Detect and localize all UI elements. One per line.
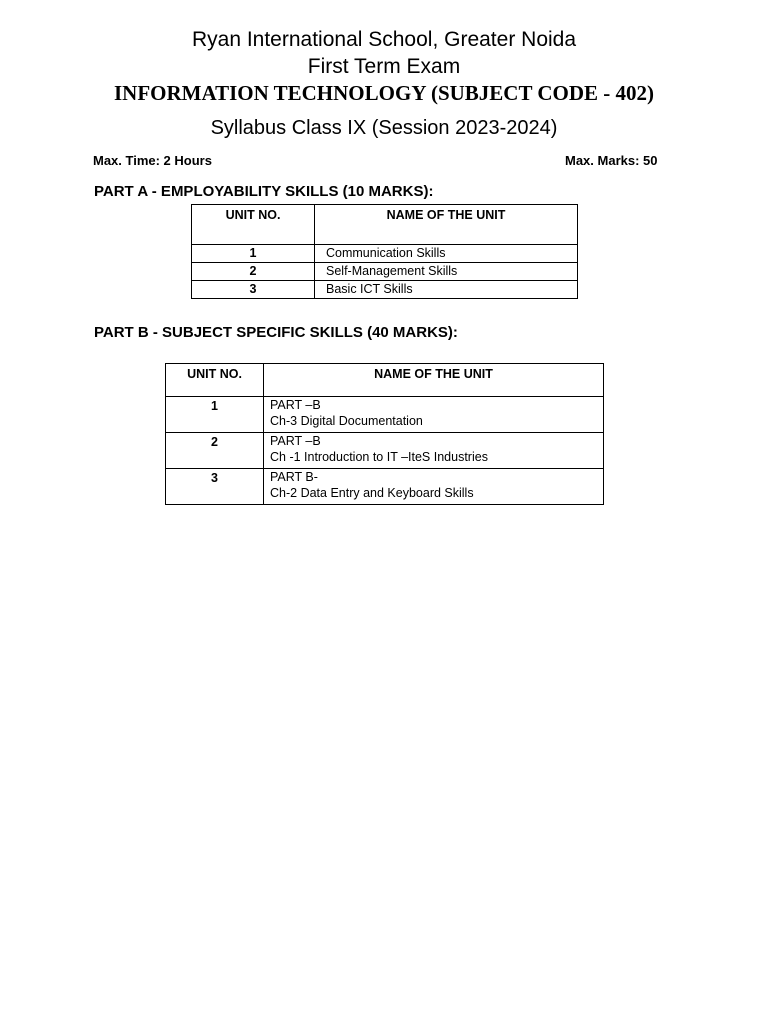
max-marks: Max. Marks: 50 xyxy=(565,153,658,168)
table-row xyxy=(192,281,578,299)
table-row xyxy=(192,263,578,281)
table-header-row xyxy=(166,364,604,397)
unit-number: 3 xyxy=(192,281,315,299)
unit-number: 2 xyxy=(192,263,315,281)
part-b-table xyxy=(165,363,604,505)
exam-title: First Term Exam xyxy=(307,55,461,78)
unit-chapter-label: Ch-3 Digital Documentation xyxy=(270,414,423,428)
unit-name: Basic ICT Skills xyxy=(315,281,578,299)
unit-chapter-label: Ch-2 Data Entry and Keyboard Skills xyxy=(270,486,474,500)
part-a-heading: PART A - EMPLOYABILITY SKILLS (10 MARKS): xyxy=(94,183,434,200)
unit-part-label: PART –B xyxy=(270,398,321,412)
part-b-heading: PART B - SUBJECT SPECIFIC SKILLS (40 MARKS): xyxy=(94,324,458,341)
unit-name: Self-Management Skills xyxy=(315,263,578,281)
unit-number: 1 xyxy=(166,397,264,433)
unit-chapter-label: Ch -1 Introduction to IT –ItеS Industries xyxy=(270,450,488,464)
unit-part-label: PART B- xyxy=(270,470,318,484)
column-header-unit-no: UNIT NO. xyxy=(192,205,315,245)
table-header-row xyxy=(192,205,578,245)
unit-part-label: PART –B xyxy=(270,434,321,448)
unit-name xyxy=(264,433,604,469)
school-name: Ryan International School, Greater Noida xyxy=(191,28,577,51)
part-a-table xyxy=(191,204,578,299)
table-row xyxy=(166,397,604,433)
table-row xyxy=(192,245,578,263)
table-row xyxy=(166,469,604,505)
max-time: Max. Time: 2 Hours xyxy=(93,153,212,168)
unit-name xyxy=(264,469,604,505)
column-header-unit-name: NAME OF THE UNIT xyxy=(315,205,578,245)
syllabus-title: Syllabus Class IX (Session 2023-2024) xyxy=(210,117,558,139)
unit-number: 1 xyxy=(192,245,315,263)
unit-name: Communication Skills xyxy=(315,245,578,263)
unit-number: 3 xyxy=(166,469,264,505)
column-header-unit-name: NAME OF THE UNIT xyxy=(264,364,604,397)
subject-title: INFORMATION TECHNOLOGY (SUBJECT CODE - 402) xyxy=(113,81,655,105)
unit-number: 2 xyxy=(166,433,264,469)
column-header-unit-no: UNIT NO. xyxy=(166,364,264,397)
unit-name xyxy=(264,397,604,433)
table-row xyxy=(166,433,604,469)
